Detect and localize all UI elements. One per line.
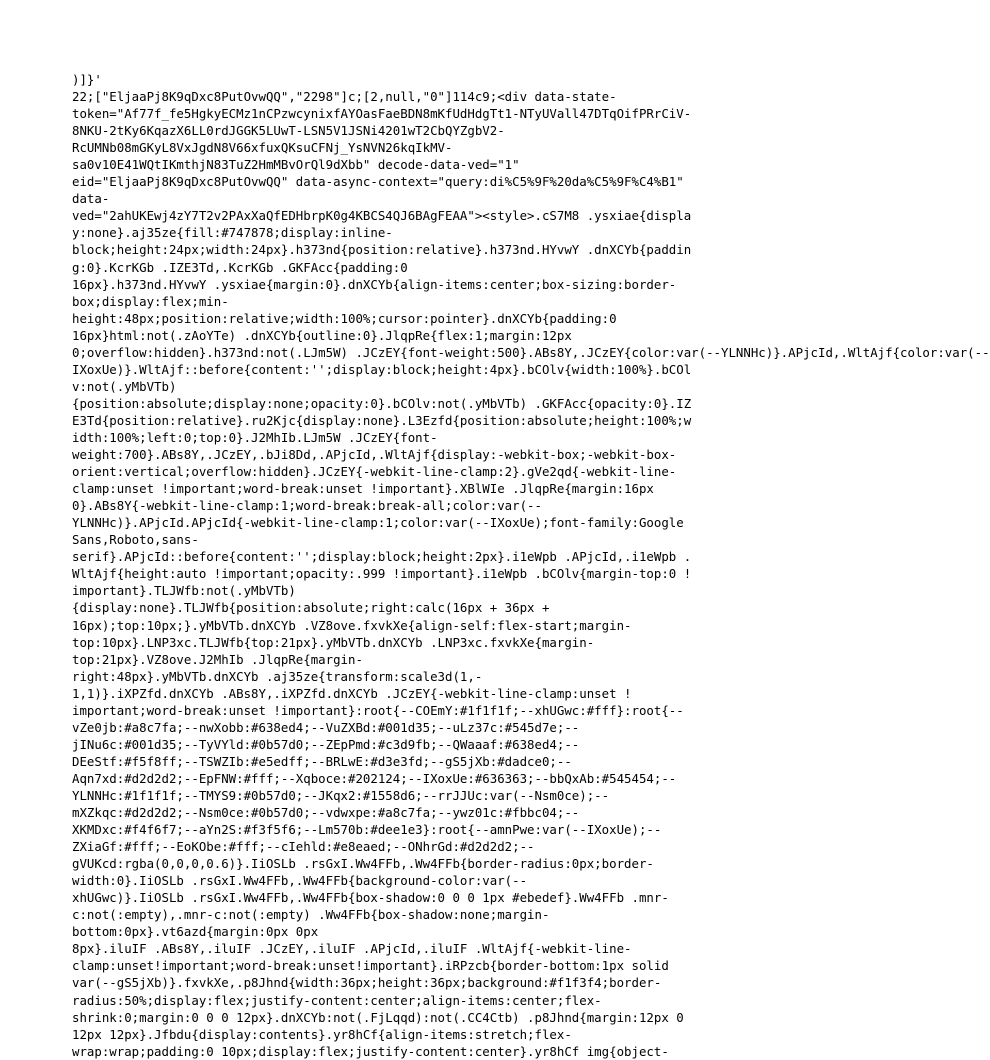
text-line: important}.TLJWfb:not(.yMbVTb) — [72, 583, 296, 599]
text-line: token="Af77f_fe5HgkyECMz1nCPzwcynixfAYOasFaeBDN8mKfUdHdgTt1-NTyUVall47DTqOifPRrCiV- — [72, 106, 692, 122]
text-line: 12px 12px}.Jfbdu{display:contents}.yr8hCf{align-items:stretch;flex- — [72, 1026, 572, 1042]
text-line: sa0v10E41WQtIKmthjN83TuZ2HmMBvOrQl9dXbb" decode-data-ved="1" — [72, 157, 520, 173]
text-line: E3Td{position:relative}.ru2Kjc{display:none}.L3Ezfd{position:absolute;height:100%;w — [72, 412, 692, 428]
text-line: shrink:0;margin:0 0 0 12px}.dnXCYb:not(.FjLqqd):not(.CC4Ctb) .p8Jhnd{margin:12px 0 — [72, 1009, 684, 1025]
text-line: 16px);top:10px;}.yMbVTb.dnXCYb .VZ8ove.fxvkXe{align-self:flex-start;margin- — [72, 617, 632, 633]
text-line: 0}.ABs8Y{-webkit-line-clamp:1;word-break:break-all;color:var(-- — [72, 498, 542, 514]
text-line: WltAjf{height:auto !important;opacity:.999 !important}.i1eWpb .bCOlv{margin-top:0 ! — [72, 566, 692, 582]
text-line: gVUKcd:rgba(0,0,0,0.6)}.IiOSLb .rsGxI.Ww4FFb,.Ww4FFb{border-radius:0px;border- — [72, 856, 654, 872]
text-line: 16px}.h373nd.HYvwY .ysxiae{margin:0}.dnXCYb{align-items:center;box-sizing:border- — [72, 276, 677, 292]
text-line: weight:700}.ABs8Y,.JCzEY,.bJi8Dd,.APjcId,.WltAjf{display:-webkit-box;-webkit-box- — [72, 447, 677, 463]
text-line: mXZkqc:#d2d2d2;--Nsm0ce:#0b57d0;--vdwxpe:#a8c7fa;--ywz01c:#fbbc04;-- — [72, 805, 580, 821]
text-line: )]}' — [72, 72, 102, 87]
text-line: y:none}.aj35ze{fill:#747878;display:inline- — [72, 225, 393, 241]
text-line: width:0}.IiOSLb .rsGxI.Ww4FFb,.Ww4FFb{background-color:var(-- — [72, 873, 528, 889]
text-line: block;height:24px;width:24px}.h373nd{position:relative}.h373nd.HYvwY .dnXCYb{paddin — [72, 242, 692, 258]
text-line: wrap:wrap;padding:0 10px;display:flex;justify-content:center}.yr8hCf img{object- — [72, 1043, 669, 1059]
text-line: eid="EljaaPj8K9qDxc8PutOvwQQ" data-async-context="query:di%C5%9F%20da%C5%9F%C4%B1" — [72, 174, 684, 190]
text-line: 16px}html:not(.zAoYTe) .dnXCYb{outline:0}.JlqpRe{flex:1;margin:12px — [72, 327, 572, 343]
text-line: radius:50%;display:flex;justify-content:center;align-items:center;flex- — [72, 992, 602, 1008]
text-line: orient:vertical;overflow:hidden}.JCzEY{-webkit-line-clamp:2}.gVe2qd{-webkit-line- — [72, 464, 677, 480]
text-line: Sans,Roboto,sans- — [72, 532, 199, 548]
text-line: v:not(.yMbVTb) — [72, 378, 177, 394]
text-line: ZXiaGf:#fff;--EoKObe:#fff;--cIehld:#e8eaed;--ONhrGd:#d2d2d2;-- — [72, 839, 535, 855]
text-line: top:21px}.VZ8ove.J2MhIb .JlqpRe{margin- — [72, 651, 363, 667]
text-line: {display:none}.TLJWfb{position:absolute;right:calc(16px + 36px + — [72, 600, 550, 616]
text-line: height:48px;position:relative;width:100%;cursor:pointer}.dnXCYb{padding:0 — [72, 310, 617, 326]
text-line: RcUMNb08mGKyL8VxJgdN8V66xfuxQKsuCFNj_YsNVN26kqIkMV- — [72, 140, 453, 156]
text-line: right:48px}.yMbVTb.dnXCYb .aj35ze{transform:scale3d(1,- — [72, 668, 483, 684]
text-line: important;word-break:unset !important}:root{--COEmY:#1f1f1f;--xhUGwc:#fff}:root{-- — [72, 702, 684, 718]
text-line: {position:absolute;display:none;opacity:0}.bCOlv:not(.yMbVTb) .GKFAcc{opacity:0}.IZ — [72, 395, 692, 411]
text-line: 8NKU-2tKy6KqazX6LL0rdJGGK5LUwT-LSN5V1JSNi4201wT2CbQYZgbV2- — [72, 123, 505, 139]
text-line: DEeStf:#f5f8ff;--TSWZIb:#e5edff;--BRLwE:#d3e3fd;--gS5jXb:#dadce0;-- — [72, 753, 572, 769]
text-line: jINu6c:#001d35;--TyVYld:#0b57d0;--ZEpPmd:#c3d9fb;--QWaaaf:#638ed4;-- — [72, 736, 580, 752]
text-line: xhUGwc)}.IiOSLb .rsGxI.Ww4FFb,.Ww4FFb{box-shadow:0 0 0 1px #ebedef}.Ww4FFb .mnr- — [72, 890, 669, 906]
text-line: data- — [72, 191, 110, 207]
text-line: box;display:flex;min- — [72, 293, 229, 309]
text-line: 0;overflow:hidden}.h373nd:not(.LJm5W) .JCzEY{font-weight:500}.ABs8Y,.JCzEY{color:var(--YLNNHc)}.APjcId,.WltAjf{color:var(-- — [72, 344, 990, 360]
text-line: vZe0jb:#a8c7fa;--nwXobb:#638ed4;--VuZXBd:#001d35;--uLz37c:#545d7e;-- — [72, 719, 580, 735]
text-line: YLNNHc)}.APjcId.APjcId{-webkit-line-clamp:1;color:var(--IXoxUe);font-family:Google — [72, 515, 684, 531]
text-line: 8px}.iluIF .ABs8Y,.iluIF .JCzEY,.iluIF .APjcId,.iluIF .WltAjf{-webkit-line- — [72, 941, 632, 957]
text-line: 1,1)}.iXPZfd.dnXCYb .ABs8Y,.iXPZfd.dnXCYb .JCzEY{-webkit-line-clamp:unset ! — [72, 685, 632, 701]
text-line: YLNNHc:#1f1f1f;--TMYS9:#0b57d0;--JKqx2:#1558d6;--rrJJUc:var(--Nsm0ce);-- — [72, 787, 610, 803]
text-line: bottom:0px}.vt6azd{margin:0px 0px — [72, 924, 319, 940]
text-line: ved="2ahUKEwj4zY7T2v2PAxXaQfEDHbrpK0g4KBCS4QJ6BAgFEAA"><style>.cS7M8 .ysxiae{displa — [72, 208, 692, 224]
raw-response-text — [72, 71, 990, 1060]
text-line: idth:100%;left:0;top:0}.J2MhIb.LJm5W .JCzEY{font- — [72, 429, 438, 445]
text-line: clamp:unset!important;word-break:unset!important}.iRPzcb{border-bottom:1px solid — [72, 958, 669, 974]
text-line: clamp:unset !important;word-break:unset !important}.XBlWIe .JlqpRe{margin:16px — [72, 481, 654, 497]
text-line: g:0}.KcrKGb .IZE3Td,.KcrKGb .GKFAcc{padding:0 — [72, 259, 408, 275]
text-line: var(--gS5jXb)}.fxvkXe,.p8Jhnd{width:36px;height:36px;background:#f1f3f4;border- — [72, 975, 662, 991]
text-line: c:not(:empty),.mnr-c:not(:empty) .Ww4FFb{box-shadow:none;margin- — [72, 907, 550, 923]
text-line: Aqn7xd:#d2d2d2;--EpFNW:#fff;--Xqboce:#202124;--IXoxUe:#636363;--bbQxAb:#545454;-- — [72, 770, 677, 786]
text-line: serif}.APjcId::before{content:'';display:block;height:2px}.i1eWpb .APjcId,.i1eWpb . — [72, 549, 692, 565]
text-line: top:10px}.LNP3xc.TLJWfb{top:21px}.yMbVTb.dnXCYb .LNP3xc.fxvkXe{margin- — [72, 634, 595, 650]
text-line: IXoxUe)}.WltAjf::before{content:'';display:block;height:4px}.bCOlv{width:100%}.bCOl — [72, 361, 692, 377]
text-line: XKMDxc:#f4f6f7;--aYn2S:#f3f5f6;--Lm570b:#dee1e3}:root{--amnPwe:var(--IXoxUe);-- — [72, 822, 662, 838]
text-line: 22;["EljaaPj8K9qDxc8PutOvwQQ","2298"]c;[2,null,"0"]114c9;<div data-state- — [72, 89, 617, 105]
